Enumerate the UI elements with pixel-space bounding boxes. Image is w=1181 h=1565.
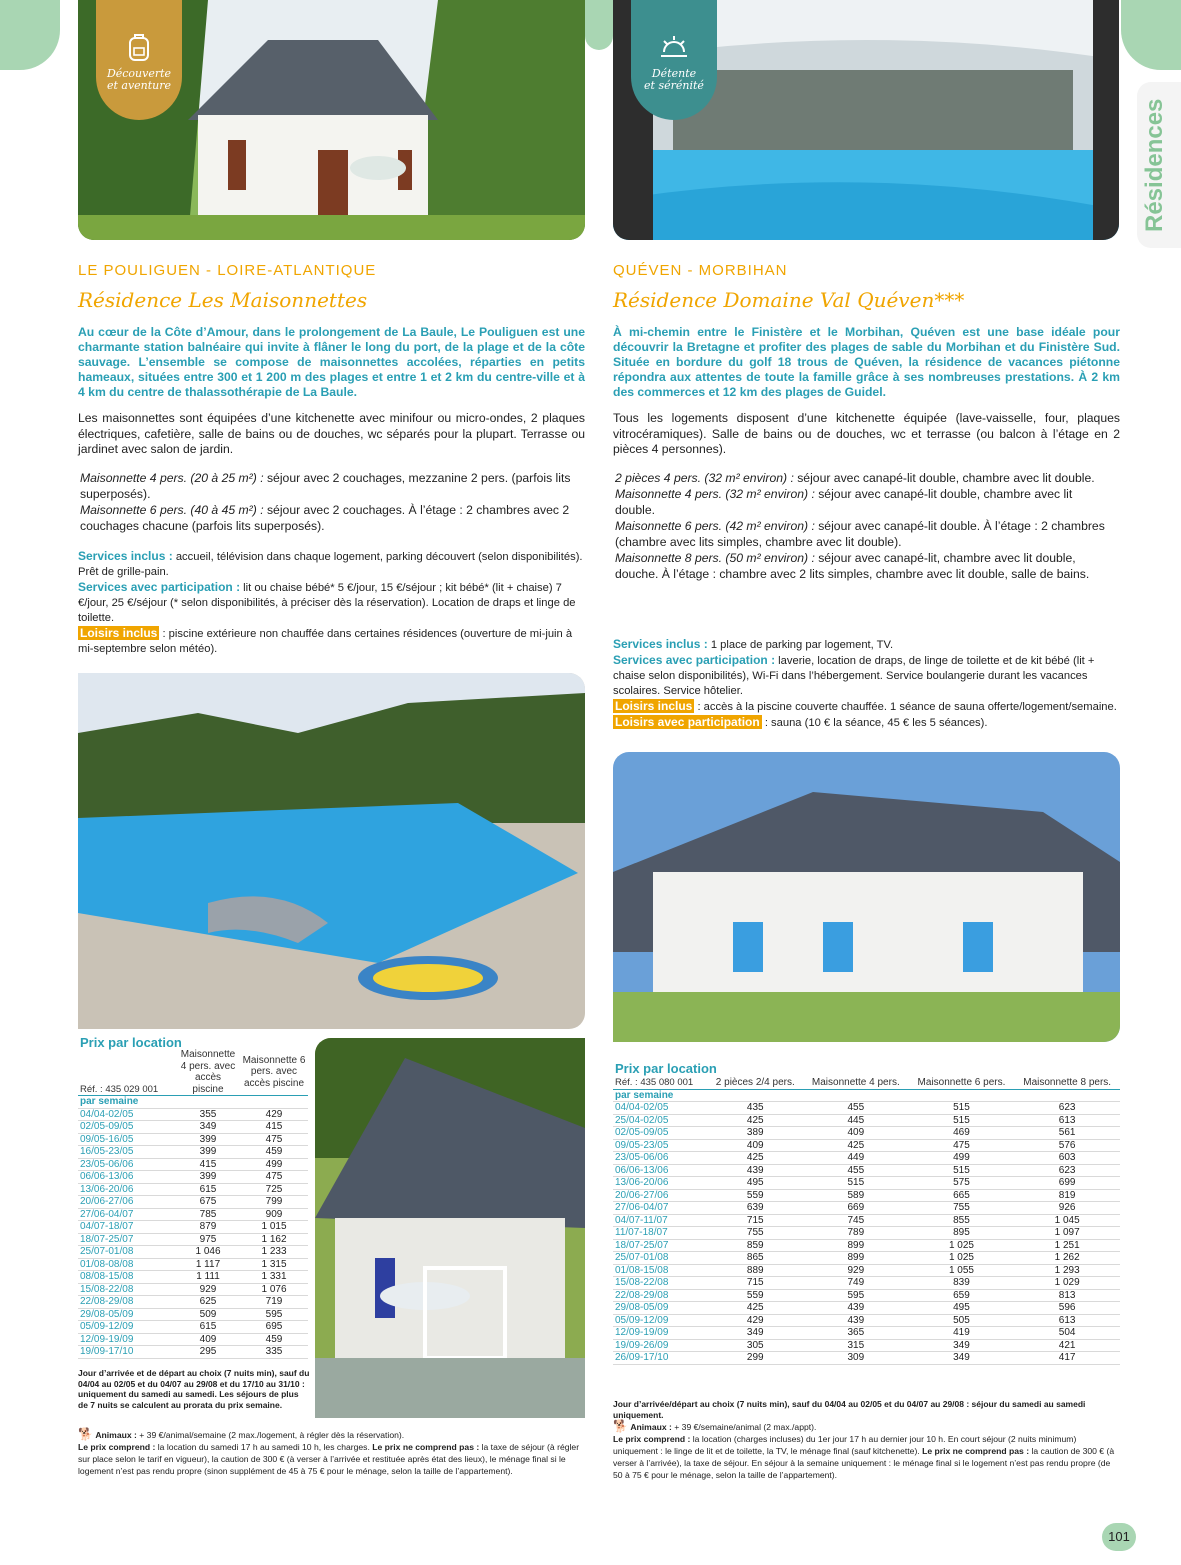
price-cell: 299 — [708, 1352, 803, 1365]
right-note: Jour d’arrivée/départ au choix (7 nuits min), sauf du 04/04 au 02/05 et du 04/07 au 29/08 : séjour du samedi au samedi uniquement. — [613, 1399, 1086, 1420]
photo-maisonnettes-house — [78, 0, 585, 240]
price-cell: 613 — [1014, 1114, 1120, 1127]
period-cell: 25/07-01/08 — [613, 1252, 708, 1265]
price-cell: 625 — [176, 1296, 240, 1309]
period-cell: 01/08-15/08 — [613, 1264, 708, 1277]
photo-outdoor-pool — [78, 673, 585, 1029]
period-cell: 20/06-27/06 — [613, 1189, 708, 1202]
price-cell: 515 — [909, 1102, 1015, 1115]
price-cell: 445 — [803, 1114, 909, 1127]
right-services: Services inclus : 1 place de parking par logement, TV. Services avec participation : laverie, location de draps, de linge de toilette et de kit bébé (lit + chaise selon disponibilités), Wi-Fi dans l’hébergement. Service boulangerie durant les vacances scolaires. Service hôtelier. Loisirs inclus : accès à la piscine couverte chauffée. 1 séance de sauna offerte/logement/semaine. Loisirs avec participation : sauna (10 € la séance, 45 € les 5 séances). — [613, 637, 1117, 729]
period-cell: 04/04-02/05 — [78, 1108, 176, 1121]
price-cell: 659 — [909, 1289, 1015, 1302]
type-item: Maisonnette 6 pers. (42 m² environ) : séjour avec canapé-lit double. À l’étage : 2 chambres (chambre avec lits simples, chambre avec lit double). — [615, 519, 1105, 549]
price-cell: 415 — [240, 1121, 308, 1134]
table-row — [613, 1314, 1120, 1327]
price-cell: 865 — [708, 1252, 803, 1265]
table-row — [613, 1139, 1120, 1152]
left-price-table — [78, 1049, 308, 1359]
price-cell: 1 162 — [240, 1233, 308, 1246]
price-cell: 505 — [909, 1314, 1015, 1327]
price-cell: 475 — [240, 1171, 308, 1184]
photo-residence-val-queven — [613, 752, 1120, 1042]
left-footer: 🐕 Animaux : + 39 €/animal/semaine (2 max./logement, à régler dès la réservation). Le prix comprend : la location du samedi 17 h au samedi 10 h, les charges. Le prix ne comprend pas : la taxe de séjour (à régler sur place selon le tarif en vigueur), la caution de 300 € (à verser à l’arrivée et restituée après état des lieux), le ménage final si le logement n’est pas rendu propre (sinon supplément de 45 à 75 € pour le ménage, selon la taille de l’appartement). — [78, 1427, 580, 1476]
table-row — [78, 1158, 308, 1171]
price-cell: 1 111 — [176, 1271, 240, 1284]
price-cell: 975 — [176, 1233, 240, 1246]
backpack-icon — [123, 32, 155, 64]
period-cell: 22/08-29/08 — [613, 1289, 708, 1302]
price-cell: 613 — [1014, 1314, 1120, 1327]
period-cell: 25/07-01/08 — [78, 1246, 176, 1259]
period-cell: 15/08-22/08 — [613, 1277, 708, 1290]
table-row — [78, 1246, 308, 1259]
left-location: LE POULIGUEN - LOIRE-ATLANTIQUE — [78, 262, 377, 279]
price-cell: 459 — [240, 1146, 308, 1159]
right-body: Tous les logements disposent d’une kitchenette équipée (lave-vaisselle, four, plaques vitrocéramiques). Salle de bains ou de douches, wc et terrasse (ou balcon à l’étage en 2 pièces 4 personnes). — [613, 411, 1120, 456]
price-cell: 459 — [240, 1333, 308, 1346]
price-cell: 669 — [803, 1202, 909, 1215]
period-cell: 06/06-13/06 — [78, 1171, 176, 1184]
price-cell: 1 055 — [909, 1264, 1015, 1277]
price-cell: 1 251 — [1014, 1239, 1120, 1252]
period-cell: 13/06-20/06 — [613, 1177, 708, 1190]
price-cell: 429 — [708, 1314, 803, 1327]
price-cell: 895 — [909, 1227, 1015, 1240]
table-row — [78, 1321, 308, 1334]
price-cell: 879 — [176, 1221, 240, 1234]
price-cell: 755 — [909, 1202, 1015, 1215]
price-cell: 695 — [240, 1321, 308, 1334]
type-item: Maisonnette 4 pers. (20 à 25 m²) : séjour avec 2 couchages, mezzanine 2 pers. (parfois lits superposés). — [80, 471, 571, 501]
price-cell: 929 — [803, 1264, 909, 1277]
price-cell: 1 046 — [176, 1246, 240, 1259]
price-cell: 745 — [803, 1214, 909, 1227]
price-cell: 595 — [803, 1289, 909, 1302]
right-intro: À mi-chemin entre le Finistère et le Morbihan, Quéven est une base idéale pour découvrir la Bretagne et profiter des plages de sable du Morbihan et du Finistère Sud. Située en bordure du golf 18 trous de Quéven, la résidence de vacances piétonne répondra aux attentes de toute la famille grâce à ses nombreuses prestations. À 2 km des commerces et 12 km des plages de Guidel. — [613, 325, 1120, 399]
period-cell: 25/04-02/05 — [613, 1114, 708, 1127]
table-row — [78, 1146, 308, 1159]
period-cell: 08/08-15/08 — [78, 1271, 176, 1284]
price-cell: 475 — [909, 1139, 1015, 1152]
period-cell: 27/06-04/07 — [78, 1208, 176, 1221]
table-row — [78, 1208, 308, 1221]
table-row — [78, 1346, 308, 1359]
price-cell: 335 — [240, 1346, 308, 1359]
period-cell: 12/09-19/09 — [613, 1327, 708, 1340]
price-cell: 785 — [176, 1208, 240, 1221]
right-location: QUÉVEN - MORBIHAN — [613, 262, 788, 279]
right-footer: 🐕 Animaux : + 39 €/semaine/animal (2 max./appt). Le prix comprend : la location (charges incluses) du 1er jour 17 h au dernier jour 10 h. En court séjour (2 nuits minimum) uniquement : le linge de lit et de toilette, la TV, le ménage final (sauf kitchenette). Le prix ne comprend pas : la caution de 300 € (à verser à l’arrivée), la taxe de séjour. En séjour à la semaine uniquement : le ménage final si le logement n’est pas rendu propre (de 50 à 75 € pour le ménage, selon la taille de l’appartement). — [613, 1419, 1115, 1480]
price-cell: 623 — [1014, 1164, 1120, 1177]
price-cell: 504 — [1014, 1327, 1120, 1340]
sunset-icon — [658, 32, 690, 64]
price-cell: 1 331 — [240, 1271, 308, 1284]
price-cell: 576 — [1014, 1139, 1120, 1152]
price-cell: 499 — [240, 1158, 308, 1171]
type-item: Maisonnette 4 pers. (32 m² environ) : séjour avec canapé-lit double, chambre avec lit double. — [615, 487, 1073, 517]
period-cell: 09/05-23/05 — [613, 1139, 708, 1152]
right-title: Résidence Domaine Val Quéven*** — [613, 288, 965, 312]
price-cell: 839 — [909, 1277, 1015, 1290]
table-row — [78, 1221, 308, 1234]
right-price-table — [613, 1077, 1120, 1365]
price-cell: 596 — [1014, 1302, 1120, 1315]
price-cell: 295 — [176, 1346, 240, 1359]
table-row — [613, 1127, 1120, 1140]
price-cell: 1 293 — [1014, 1264, 1120, 1277]
table-row — [613, 1352, 1120, 1365]
table-row — [613, 1114, 1120, 1127]
left-note: Jour d’arrivée et de départ au choix (7 nuits min), sauf du 04/04 au 02/05 et du 04/07 au 29/08 et du 17/10 au 31/10 : uniquement du samedi au samedi. Les séjours de plus de 7 nuits se calculent au prorata du prix semaine. — [78, 1368, 310, 1410]
table-row — [613, 1177, 1120, 1190]
price-cell: 639 — [708, 1202, 803, 1215]
price-cell: 349 — [708, 1327, 803, 1340]
price-cell: 495 — [708, 1177, 803, 1190]
price-cell: 1 025 — [909, 1239, 1015, 1252]
left-body: Les maisonnettes sont équipées d’une kitchenette avec minifour ou micro-ondes, 2 plaques électriques, cafetière, salle de bains ou de douches, wc séparés pour la plupart. Terrasse ou jardinet avec salon de jardin. — [78, 411, 585, 456]
price-cell: 615 — [176, 1183, 240, 1196]
price-cell: 889 — [708, 1264, 803, 1277]
price-cell: 389 — [708, 1127, 803, 1140]
table-row — [78, 1308, 308, 1321]
period-cell: 05/09-12/09 — [613, 1314, 708, 1327]
period-cell: 26/09-17/10 — [613, 1352, 708, 1365]
table-row — [78, 1121, 308, 1134]
badge-decouverte — [96, 0, 182, 120]
price-cell: 399 — [176, 1146, 240, 1159]
period-cell: 04/07-11/07 — [613, 1214, 708, 1227]
price-cell: 349 — [176, 1121, 240, 1134]
price-cell: 499 — [909, 1152, 1015, 1165]
per-week-label: par semaine — [78, 1096, 308, 1109]
price-cell: 623 — [1014, 1102, 1120, 1115]
table-row — [78, 1233, 308, 1246]
ref-number: Réf. : 435 080 001 — [613, 1077, 708, 1089]
price-cell: 1 076 — [240, 1283, 308, 1296]
period-cell: 02/05-09/05 — [78, 1121, 176, 1134]
left-types — [80, 470, 580, 534]
col-header: Maisonnette 8 pers. — [1014, 1077, 1120, 1089]
price-cell: 515 — [803, 1177, 909, 1190]
price-cell: 1 025 — [909, 1252, 1015, 1265]
table-row — [613, 1302, 1120, 1315]
period-cell: 11/07-18/07 — [613, 1227, 708, 1240]
table-row — [613, 1102, 1120, 1115]
table-row — [78, 1196, 308, 1209]
price-cell: 421 — [1014, 1339, 1120, 1352]
col-header: 2 pièces 2/4 pers. — [708, 1077, 803, 1089]
table-row — [78, 1133, 308, 1146]
price-cell: 509 — [176, 1308, 240, 1321]
dog-icon: 🐕 — [78, 1427, 93, 1441]
period-cell: 01/08-08/08 — [78, 1258, 176, 1271]
table-row — [613, 1202, 1120, 1215]
price-cell: 929 — [176, 1283, 240, 1296]
price-cell: 725 — [240, 1183, 308, 1196]
price-cell: 495 — [909, 1302, 1015, 1315]
price-cell: 419 — [909, 1327, 1015, 1340]
table-row — [78, 1171, 308, 1184]
price-cell: 1 015 — [240, 1221, 308, 1234]
price-cell: 789 — [803, 1227, 909, 1240]
period-cell: 23/05-06/06 — [78, 1158, 176, 1171]
price-cell: 755 — [708, 1227, 803, 1240]
period-cell: 19/09-17/10 — [78, 1346, 176, 1359]
left-services: Services inclus : accueil, télévision dans chaque logement, parking découvert (selon disponibilités). Prêt de grille-pain. Services avec participation : lit ou chaise bébé* 5 €/jour, 15 €/séjour ; kit bébé* (lit + chaise) 7 €/jour, 25 €/séjour (* selon disponibilités, à préciser dès la réservation). Location de draps et linge de toilette. Loisirs inclus : piscine extérieure non chauffée dans certaines résidences (ouverture de mi-juin à mi-septembre selon météo). — [78, 549, 583, 655]
period-cell: 09/05-16/05 — [78, 1133, 176, 1146]
table-row — [78, 1258, 308, 1271]
price-cell: 899 — [803, 1252, 909, 1265]
type-item: Maisonnette 6 pers. (40 à 45 m²) : séjour avec 2 couchages. À l’étage : 2 chambres avec 2 couchages chacune (parfois lits superposés). — [80, 503, 570, 533]
price-cell: 665 — [909, 1189, 1015, 1202]
table-row — [613, 1264, 1120, 1277]
table-row — [613, 1189, 1120, 1202]
table-row — [613, 1339, 1120, 1352]
price-cell: 305 — [708, 1339, 803, 1352]
period-cell: 04/04-02/05 — [613, 1102, 708, 1115]
side-tab — [1137, 82, 1181, 248]
table-row — [613, 1277, 1120, 1290]
period-cell: 29/08-05/09 — [78, 1308, 176, 1321]
period-cell: 12/09-19/09 — [78, 1333, 176, 1346]
photo-house-umbrella — [315, 1038, 585, 1418]
page-number: 101 — [1102, 1523, 1136, 1551]
price-cell: 417 — [1014, 1352, 1120, 1365]
period-cell: 23/05-06/06 — [613, 1152, 708, 1165]
col-header: Maisonnette 6 pers. avec accès piscine — [240, 1049, 308, 1096]
period-cell: 18/07-25/07 — [78, 1233, 176, 1246]
price-cell: 429 — [240, 1108, 308, 1121]
table-row — [613, 1289, 1120, 1302]
price-cell: 425 — [708, 1152, 803, 1165]
price-cell: 449 — [803, 1152, 909, 1165]
price-cell: 859 — [708, 1239, 803, 1252]
col-header: Maisonnette 6 pers. — [909, 1077, 1015, 1089]
price-cell: 349 — [909, 1352, 1015, 1365]
price-cell: 595 — [240, 1308, 308, 1321]
period-cell: 15/08-22/08 — [78, 1283, 176, 1296]
price-cell: 435 — [708, 1102, 803, 1115]
left-price-title: Prix par location — [80, 1035, 182, 1050]
per-week-label: par semaine — [613, 1089, 1120, 1102]
price-cell: 1 045 — [1014, 1214, 1120, 1227]
price-cell: 561 — [1014, 1127, 1120, 1140]
table-row — [613, 1239, 1120, 1252]
price-cell: 855 — [909, 1214, 1015, 1227]
price-cell: 589 — [803, 1189, 909, 1202]
price-cell: 559 — [708, 1189, 803, 1202]
period-cell: 22/08-29/08 — [78, 1296, 176, 1309]
type-item: Maisonnette 8 pers. (50 m² environ) : séjour avec canapé-lit, chambre avec lit double, douche. À l’étage : chambre avec 2 lits simples, chambre avec lit double, salle de bains. — [615, 551, 1090, 581]
price-cell: 399 — [176, 1133, 240, 1146]
price-cell: 439 — [708, 1164, 803, 1177]
table-row — [613, 1327, 1120, 1340]
table-row — [613, 1152, 1120, 1165]
price-cell: 439 — [803, 1314, 909, 1327]
price-cell: 1 117 — [176, 1258, 240, 1271]
table-row — [613, 1227, 1120, 1240]
price-cell: 1 029 — [1014, 1277, 1120, 1290]
price-cell: 425 — [708, 1302, 803, 1315]
price-cell: 409 — [708, 1139, 803, 1152]
badge-detente — [631, 0, 717, 120]
price-cell: 699 — [1014, 1177, 1120, 1190]
badge-label: Détente et sérénité — [644, 67, 704, 92]
price-cell: 749 — [803, 1277, 909, 1290]
photo-indoor-pool — [613, 0, 1119, 240]
price-cell: 425 — [708, 1114, 803, 1127]
price-cell: 515 — [909, 1164, 1015, 1177]
table-row — [78, 1271, 308, 1284]
type-item: 2 pièces 4 pers. (32 m² environ) : séjour avec canapé-lit double, chambre avec lit double. — [615, 471, 1095, 485]
price-cell: 899 — [803, 1239, 909, 1252]
table-row — [613, 1164, 1120, 1177]
price-cell: 439 — [803, 1302, 909, 1315]
price-cell: 469 — [909, 1127, 1015, 1140]
period-cell: 06/06-13/06 — [613, 1164, 708, 1177]
left-intro: Au cœur de la Côte d’Amour, dans le prolongement de La Baule, Le Pouliguen est une charmante station balnéaire qui invite à flâner le long du port, de la plage et de la côte sauvage. L’ensemble se compose de maisonnettes accolées, réparties en petits hameaux, situées entre 300 et 1 200 m des plages et entre 1 et 2 km du centre-ville et à 4 km du centre de thalassothérapie de La Baule. — [78, 325, 585, 399]
price-cell: 409 — [803, 1127, 909, 1140]
period-cell: 16/05-23/05 — [78, 1146, 176, 1159]
price-cell: 715 — [708, 1214, 803, 1227]
right-price-title: Prix par location — [615, 1061, 717, 1076]
price-cell: 819 — [1014, 1189, 1120, 1202]
table-row — [613, 1214, 1120, 1227]
table-row — [78, 1333, 308, 1346]
period-cell: 05/09-12/09 — [78, 1321, 176, 1334]
period-cell: 04/07-18/07 — [78, 1221, 176, 1234]
price-cell: 926 — [1014, 1202, 1120, 1215]
price-cell: 715 — [708, 1277, 803, 1290]
table-row — [78, 1183, 308, 1196]
price-cell: 315 — [803, 1339, 909, 1352]
price-cell: 813 — [1014, 1289, 1120, 1302]
price-cell: 1 262 — [1014, 1252, 1120, 1265]
price-cell: 399 — [176, 1171, 240, 1184]
price-cell: 1 097 — [1014, 1227, 1120, 1240]
table-row — [78, 1283, 308, 1296]
dog-icon: 🐕 — [613, 1419, 628, 1433]
table-row — [613, 1252, 1120, 1265]
period-cell: 20/06-27/06 — [78, 1196, 176, 1209]
price-cell: 675 — [176, 1196, 240, 1209]
period-cell: 02/05-09/05 — [613, 1127, 708, 1140]
price-cell: 515 — [909, 1114, 1015, 1127]
col-header: Maisonnette 4 pers. avec accès piscine — [176, 1049, 240, 1096]
price-cell: 1 233 — [240, 1246, 308, 1259]
price-cell: 425 — [803, 1139, 909, 1152]
price-cell: 455 — [803, 1102, 909, 1115]
badge-label: Découverte et aventure — [106, 67, 172, 92]
table-row — [78, 1108, 308, 1121]
price-cell: 349 — [909, 1339, 1015, 1352]
period-cell: 19/09-26/09 — [613, 1339, 708, 1352]
period-cell: 18/07-25/07 — [613, 1239, 708, 1252]
price-cell: 415 — [176, 1158, 240, 1171]
price-cell: 365 — [803, 1327, 909, 1340]
price-cell: 475 — [240, 1133, 308, 1146]
price-cell: 909 — [240, 1208, 308, 1221]
table-row — [78, 1296, 308, 1309]
period-cell: 27/06-04/07 — [613, 1202, 708, 1215]
price-cell: 719 — [240, 1296, 308, 1309]
price-cell: 355 — [176, 1108, 240, 1121]
right-types — [615, 470, 1110, 582]
period-cell: 29/08-05/09 — [613, 1302, 708, 1315]
price-cell: 615 — [176, 1321, 240, 1334]
period-cell: 13/06-20/06 — [78, 1183, 176, 1196]
price-cell: 409 — [176, 1333, 240, 1346]
left-title: Résidence Les Maisonnettes — [78, 288, 368, 312]
price-cell: 1 315 — [240, 1258, 308, 1271]
price-cell: 603 — [1014, 1152, 1120, 1165]
price-cell: 455 — [803, 1164, 909, 1177]
price-cell: 309 — [803, 1352, 909, 1365]
side-tab-label: Résidences — [1141, 98, 1168, 232]
col-header: Maisonnette 4 pers. — [803, 1077, 909, 1089]
price-cell: 799 — [240, 1196, 308, 1209]
price-cell: 575 — [909, 1177, 1015, 1190]
price-cell: 559 — [708, 1289, 803, 1302]
ref-number: Réf. : 435 029 001 — [78, 1049, 176, 1096]
